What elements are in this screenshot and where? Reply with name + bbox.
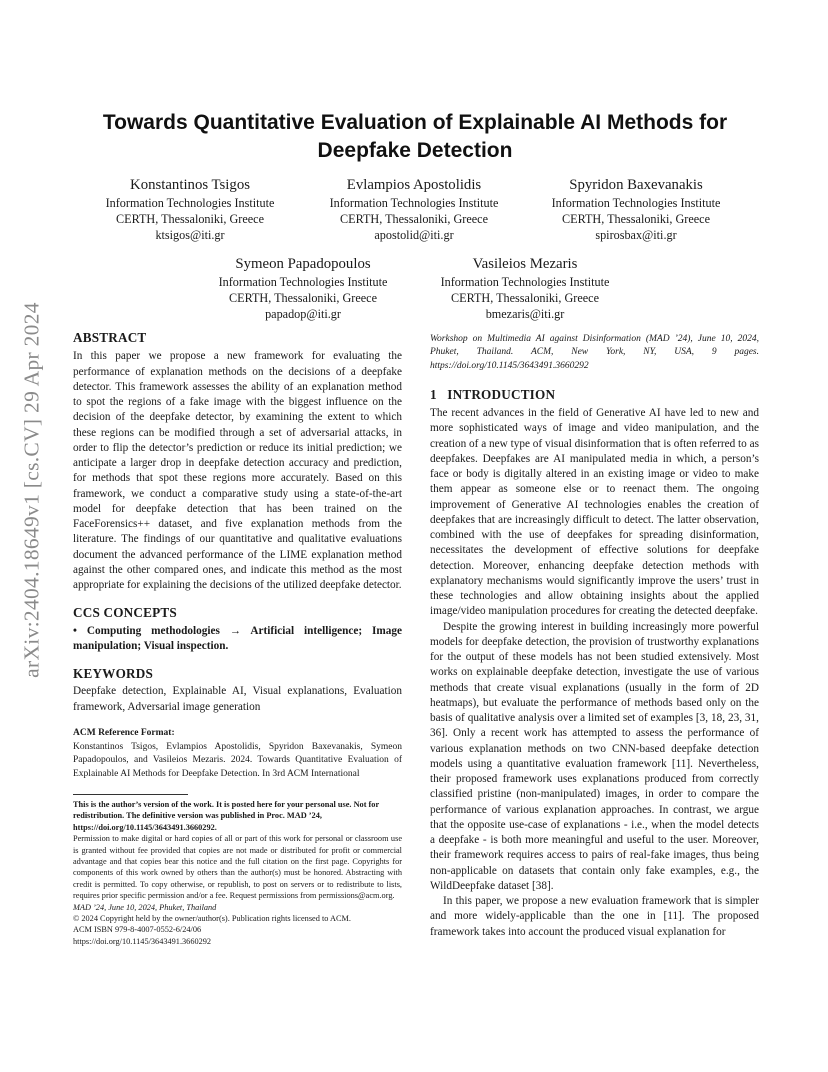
permission-notice: Permission to make digital or hard copies of all or part of this work for personal or classroom use is granted without fee provided that copies are not made or distributed for profit or commercial advantage and that copies bear this notice and the full citation on the first page. Copyrights for components of this work owned by others than the author(s) must be honored. Abstracting with credit is permitted. To copy otherwise, or republish, to post on servers or to redistribute to lists, requires prior specific permission and/or a fee. Request permissions from permissions@acm.org. xyxy=(73,834,402,901)
abstract-heading: ABSTRACT xyxy=(73,330,147,345)
author-location: CERTH, Thessaloniki, Greece xyxy=(340,212,488,226)
author-affiliation: Information Technologies Institute xyxy=(551,196,721,210)
left-column xyxy=(73,330,402,947)
isbn-line: ACM ISBN 979-8-4007-0552-6/24/06 xyxy=(73,925,202,935)
author-block-2 xyxy=(314,176,514,243)
intro-paragraph-2: Despite the growing interest in building increasingly more powerful models for deepfake detection, the provision of trustworthy explanations for the output of these models has not been studied extensively. Most works on explainable deepfake detection, investigate the use of various methods that create visual explanations (usually in the form of 2D heatmaps), but evaluate the performance of methods based only on the basis of qualitative analysis over a limited set of examples [3, 18, 23, 31, 36]. Only a recent work has attempted to assess the performance of various explanation methods on two CNN-based deepfake detection models using a quantitative evaluation framework [11]. Nevertheless, their proposed framework uses explanations produced from correctly classified pristine (non-manipulated) images, in order to compare the performance of various explanation approaches. In contrast, we argue that the opposite use-case of explanations - i.e., when the model detects a deepfake - is both more meaningful and useful to the user. Moreover, their framework requires access to pairs of real-fake images, thus being non-applicable on datasets that contain only fake examples, e.g., the WildDeepfake dataset [38]. xyxy=(430,620,759,892)
author-name: Vasileios Mezaris xyxy=(472,256,578,272)
author-name: Evlampios Apostolidis xyxy=(346,177,482,193)
introduction-heading: 1 INTRODUCTION xyxy=(430,386,556,402)
author-email: spirosbax@iti.gr xyxy=(595,228,677,242)
author-block-5 xyxy=(425,255,625,322)
copyright-line: © 2024 Copyright held by the owner/author(s). Publication rights licensed to ACM. xyxy=(73,913,351,923)
footnote-rule xyxy=(73,794,188,795)
author-affiliation: Information Technologies Institute xyxy=(329,196,499,210)
ccs-text: • Computing methodologies → Artificial intelligence; Image manipulation; Visual inspection. xyxy=(73,624,402,652)
right-column xyxy=(430,333,759,940)
arxiv-identifier: arXiv:2404.18649v1 [cs.CV] 29 Apr 2024 xyxy=(19,302,44,678)
ccs-heading: CCS CONCEPTS xyxy=(73,605,177,621)
author-version-note: This is the author’s version of the work. It is posted here for your personal use. Not for redistribution. The definitive version was published in Proc. MAD ’24, https://doi.org/10.1145/3643491.3660292. xyxy=(73,799,379,832)
author-location: CERTH, Thessaloniki, Greece xyxy=(229,291,377,305)
intro-paragraph-1: The recent advances in the field of Generative AI have led to new and more sophisticated ways of image and video manipulation, and the creation of a new type of visual disinformation that is often referred to as deepfakes. Deepfakes are AI manipulated media in which, a person’s face or body is digitally altered in an existing image or video to make them appear as someone else or to reenact them. The ongoing improvement of Generative AI technologies enables the creation of deepfakes that are increasingly difficult to detect. The latter observation, combined with the use of deepfakes for spreading disinformation, necessitates the development of effective solutions for deepfake detection. Moreover, enhancing deepfake detection methods with explanatory mechanisms would significantly improve the users’ trust in these technologies and allow obtaining insights about the applied image/video manipulation procedures for creating the detected deepfake. xyxy=(430,407,759,618)
author-name: Symeon Papadopoulos xyxy=(235,256,371,272)
author-name: Konstantinos Tsigos xyxy=(130,177,250,193)
author-block-3 xyxy=(536,176,736,243)
workshop-reference: Workshop on Multimedia AI against Disinformation (MAD ’24), June 10, 2024, Phuket, Thailand. ACM, New York, NY, USA, 9 pages. https://doi.org/10.1145/3643491.3660292 xyxy=(430,334,759,371)
author-affiliation: Information Technologies Institute xyxy=(218,275,388,289)
author-name: Spyridon Baxevanakis xyxy=(569,177,703,193)
author-affiliation: Information Technologies Institute xyxy=(440,275,610,289)
author-email: ktsigos@iti.gr xyxy=(155,228,225,242)
paper-title: Towards Quantitative Evaluation of Explainable AI Methods for Deepfake Detection xyxy=(102,111,728,162)
arxiv-sidebar xyxy=(14,210,50,770)
author-email: bmezaris@iti.gr xyxy=(485,307,565,321)
author-location: CERTH, Thessaloniki, Greece xyxy=(451,291,599,305)
intro-paragraph-3: In this paper, we propose a new evaluation framework that is simpler and more widely-applicable than the one in [11]. The proposed framework takes into account the produced visual explanation for xyxy=(430,895,759,938)
author-block-1 xyxy=(90,176,290,243)
author-email: apostolid@iti.gr xyxy=(374,228,454,242)
abstract-text: In this paper we propose a new framework for evaluating the performance of explanation methods on the decisions of a deepfake detector. This framework assesses the ability of an explanation method to spot the regions of a fake image with the biggest influence on the decision of the deepfake detector, by examining the extent to which these regions can be modified through a set of adversarial attacks, in order to flip the detector’s prediction or reduce its initial prediction; we anticipate a larger drop in deepfake detection accuracy and prediction, for methods that spot these regions more accurately. Based on this framework, we conduct a comparative study using a state-of-the-art model for deepfake detection that has been trained on the FaceForensics++ dataset, and five explanation methods from the literature. The findings of our quantitative and qualitative evaluations document the advanced performance of the LIME explanation method against the other compared ones, and indicate this method as the most appropriate for explaining the decisions of the utilized deepfake detector. xyxy=(73,350,402,591)
author-location: CERTH, Thessaloniki, Greece xyxy=(562,212,710,226)
keywords-heading: KEYWORDS xyxy=(73,666,154,681)
acm-reference-heading: ACM Reference Format: xyxy=(73,727,175,738)
venue-line: MAD ’24, June 10, 2024, Phuket, Thailand xyxy=(73,902,217,912)
author-block-4 xyxy=(203,255,403,322)
author-location: CERTH, Thessaloniki, Greece xyxy=(116,212,264,226)
author-email: papadop@iti.gr xyxy=(265,307,341,321)
keywords-text: Deepfake detection, Explainable AI, Visual explanations, Evaluation framework, Adversarial image generation xyxy=(73,685,402,713)
acm-reference-text: Konstantinos Tsigos, Evlampios Apostolidis, Spyridon Baxevanakis, Symeon Papadopoulos, and Vasileios Mezaris. 2024. Towards Quantitative Evaluation of Explainable AI Methods for Deepfake Detection. In 3rd ACM International xyxy=(73,742,402,779)
author-affiliation: Information Technologies Institute xyxy=(105,196,275,210)
doi-line: https://doi.org/10.1145/3643491.3660292 xyxy=(73,936,212,946)
